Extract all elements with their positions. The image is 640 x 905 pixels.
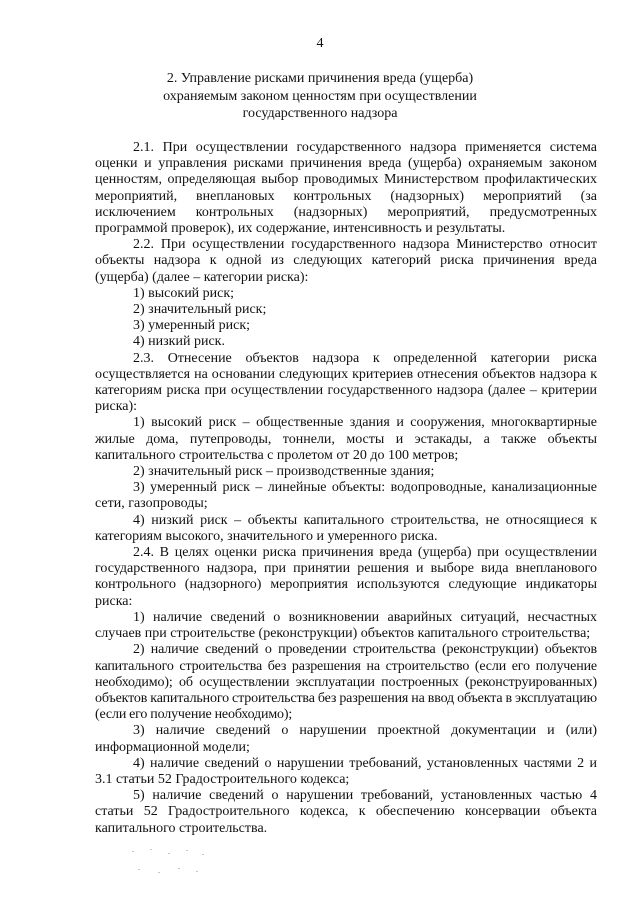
risk-category-item: 4) низкий риск.	[133, 334, 225, 350]
section-heading	[120, 70, 520, 123]
risk-indicator-item: 5) наличие сведений о нарушении требований, установленных частью 4 статьи 52 Градостроительного кодекса, к обеспечению консервации объекта капитального строительства.	[95, 788, 597, 836]
risk-criterion-item: 4) низкий риск – объекты капитального строительства, не относящиеся к категориям высокого, значительного и умеренного риска.	[95, 512, 597, 544]
clause-2-2: 2.2. При осуществлении государственного надзора Министерство относит объекты надзора к одной из следующих категорий риска причинения вреда (ущерба) (далее – категории риска):	[95, 237, 597, 285]
risk-criterion-item: 2) значительный риск – производственные здания;	[133, 464, 435, 480]
risk-criterion-item: 1) высокий риск – общественные здания и сооружения, многоквартирные жилые дома, путепроводы, тоннели, мосты и эстакады, а также объекты капитального строительства с пролетом от 20 до 100 метров;	[95, 415, 597, 463]
document-body	[95, 140, 597, 837]
page-number: 4	[316, 36, 324, 51]
risk-indicator-item: 3) наличие сведений о нарушении проектной документации и (или) информационной модели;	[95, 723, 597, 755]
risk-category-item: 3) умеренный риск;	[133, 318, 251, 334]
clause-2-4: 2.4. В целях оценки риска причинения вреда (ущерба) при осуществлении государственного надзора, при принятии решения и выборе вида внепланового контрольного (надзорного) мероприятия используются следующие индикаторы риска:	[95, 545, 597, 609]
section-heading-line: государственного надзора	[242, 106, 398, 121]
risk-category-item: 1) высокий риск;	[133, 285, 235, 301]
risk-indicator-item: 2) наличие сведений о проведении строительства (реконструкции) объектов капитального строительства без разрешения на строительство (если его получение необходимо); об осуществлении эксплуатации построенных (реконструированных) объектов капитального строительства без разрешения на ввод объекта в эксплуатацию (если его получение необходимо);	[95, 642, 597, 723]
faint-scan-marks	[128, 845, 218, 885]
risk-category-item: 2) значительный риск;	[133, 302, 267, 318]
section-heading-line: охраняемым законом ценностям при осуществлении	[163, 88, 477, 104]
risk-indicator-item: 1) наличие сведений о возникновении аварийных ситуаций, несчастных случаев при строительстве (реконструкции) объектов капитального строительства;	[95, 609, 597, 642]
clause-2-1: 2.1. При осуществлении государственного надзора применяется система оценки и управления рисками причинения вреда (ущерба) охраняемым законом ценностям, определяющая выбор проводимых Министерством профилактических мероприятий, внеплановых контрольных (надзорных) мероприятий (за исключением контрольных (надзорных) мероприятий, предусмотренных программой проверок), их содержание, интенсивность и результаты.	[95, 140, 597, 237]
clause-2-3: 2.3. Отнесение объектов надзора к определенной категории риска осуществляется на основании следующих критериев отнесения объектов надзора к категориям риска при осуществлении государственного надзора (далее – критерии риска):	[95, 350, 597, 415]
section-heading-line: 2. Управление рисками причинения вреда (ущерба)	[166, 71, 474, 86]
risk-indicator-item: 4) наличие сведений о нарушении требований, установленных частями 2 и 3.1 статьи 52 Градостроительного кодекса;	[95, 755, 597, 787]
risk-criterion-item: 3) умеренный риск – линейные объекты: водопроводные, канализационные сети, газопроводы;	[95, 480, 597, 512]
